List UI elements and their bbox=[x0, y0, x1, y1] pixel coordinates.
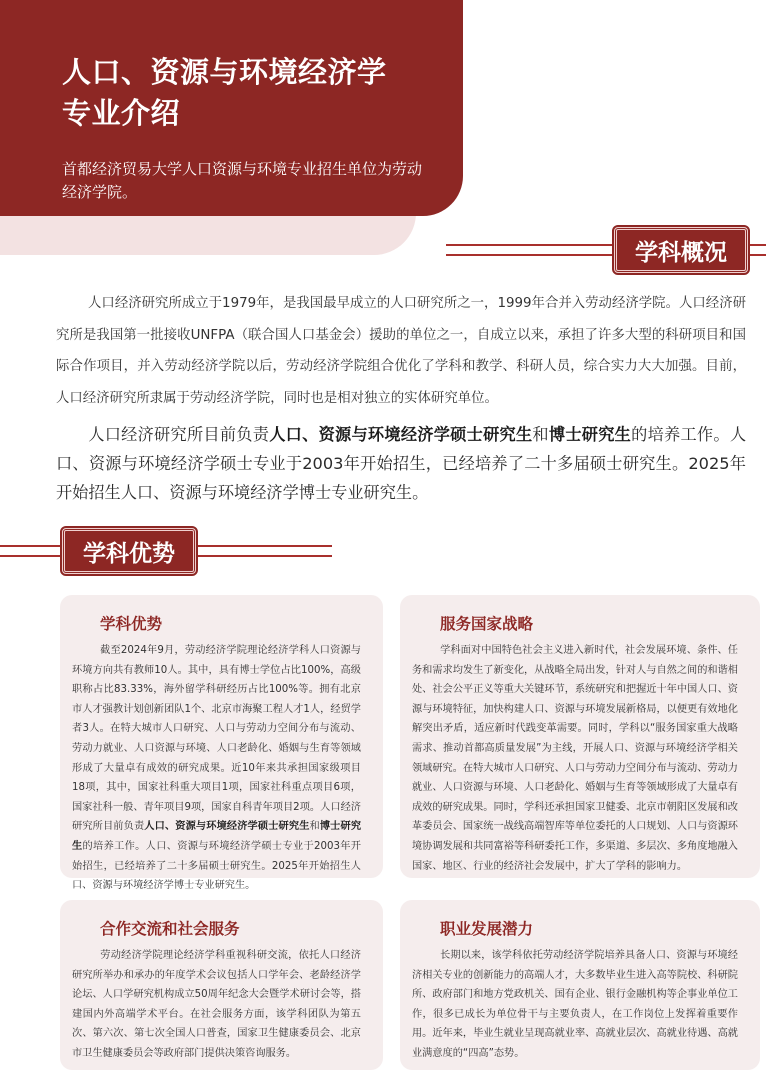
card-body: 截至2024年9月，劳动经济学院理论经济学科人口资源与环境方向共有教师10人。其中，具有博士学位占比100%，高级职称占比83.33%，海外留学科研经历占比100%等。拥有北京市人才强教计划创新团队1个、北京市海聚工程人才1人，经贸学者3人。在特大城市人口研究、人口与劳动力空间分布与流动、劳动力就业、人口资源与环境、人口老龄化、婚姻与生育等领域形成了大量卓有成效的研究成果。近10年来共承担国家级项目18项，其中，国家社科重大项目1项，国家社科重点项目6项，国家社科一般、青年项目9项，国家自科青年项目2项。人口经济研究所目前负责人口、资源与环境经济学硕士研究生和博士研究生的培养工作。人口、资源与环境经济学硕士专业于2003年开始招生，已经培养了二十多届硕士研究生。2025年开始招生人口、资源与环境经济学博士专业研究生。 bbox=[72, 645, 362, 892]
header-panel bbox=[0, 0, 463, 216]
card-title: 职业发展潜力 bbox=[440, 920, 534, 938]
section-banner-advantages bbox=[0, 528, 332, 574]
card-body: 长期以来，该学科依托劳动经济学院培养具备人口、资源与环境经济相关专业的创新能力的高端人才，大多数毕业生进入高等院校、科研院所、政府部门和地方党政机关、国有企业、银行金融机构等企事业单位工作，很多已成长为单位骨干与主要负责人，在工作岗位上发挥着重要作用。近年来，毕业生就业呈现高就业率、高就业层次、高就业待遇、高就业满意度的“四高”态势。 bbox=[412, 950, 738, 1059]
card-title: 学科优势 bbox=[100, 615, 163, 633]
card-body: 劳动经济学院理论经济学科重视科研交流，依托人口经济研究所举办和承办的年度学术会议包括人口学年会、老龄经济学论坛、人口学研究机构成立50周年纪念大会暨学术研讨会等，搭建国内外高端学术平台。在社会服务方面，该学科团队为第五次、第六次、第七次全国人口普查，国家卫生健康委员会、北京市卫生健康委员会等政府部门提供决策咨询服务。 bbox=[72, 950, 361, 1059]
card-title: 服务国家战略 bbox=[440, 615, 534, 633]
card-discipline-advantage bbox=[60, 595, 383, 892]
section-banner-overview bbox=[446, 227, 766, 273]
card-national-strategy bbox=[400, 595, 760, 878]
overview-paragraph-1: 人口经济研究所成立于1979年，是我国最早成立的人口研究所之一，1999年合并入劳动经济学院。人口经济研究所是我国第一批接收UNFPA（联合国人口基金会）援助的单位之一，自成立以来，承担了许多大型的科研项目和国际合作项目，并入劳动经济学院以后，劳动经济学院组合优化了学科和教学、科研人员，综合实力大大加强。目前，人口经济研究所隶属于劳动经济学院，同时也是相对独立的实体研究单位。 bbox=[56, 296, 746, 406]
card-cooperation-service bbox=[60, 900, 383, 1070]
card-career-potential bbox=[400, 900, 760, 1070]
section-title-overview: 学科概况 bbox=[614, 227, 748, 273]
page-title: 人口、资源与环境经济学 专业介绍 bbox=[62, 55, 387, 130]
card-title: 合作交流和社会服务 bbox=[100, 920, 240, 938]
section-title-advantages: 学科优势 bbox=[62, 528, 196, 574]
overview-paragraph-2: 人口经济研究所目前负责人口、资源与环境经济学硕士研究生和博士研究生的培养工作。人口、资源与环境经济学硕士专业于2003年开始招生，已经培养了二十多届硕士研究生。2025年开始招生人口、资源与环境经济学博士专业研究生。 bbox=[56, 425, 747, 502]
page-subtitle: 首都经济贸易大学人口资源与环境专业招生单位为劳动经济学院。 bbox=[62, 160, 423, 201]
card-body: 学科面对中国特色社会主义进入新时代，社会发展环境、条件、任务和需求均发生了新变化，从战略全局出发，针对人与自然之间的和谐相处、社会公平正义等重大关键环节，系统研究和把握近十年中国人口、资源与环境特征，加快构建人口、资源与环境发展新格局，以便更有效地化解突出矛盾，适应新时代践变革需要。同时，学科以“服务国家重大战略需求、推动首都高质量发展”为主线，开展人口、资源与环境经济学相关领域研究。在特大城市人口研究、人口与劳动力空间分布与流动、劳动力就业、人口资源与环境、人口老龄化、婚姻与生育等领域形成了大量卓有成效的研究成果。同时，学科还承担国家卫健委、北京市朝阳区发展和改革委员会、国家统一战线高端智库等单位委托的人口规划、人口与资源环境协调发展和共同富裕等科研委托工作，多渠道、多层次、多角度地融入国家、地区、行业的经济社会发展中，扩大了学科的影响力。 bbox=[412, 645, 738, 872]
